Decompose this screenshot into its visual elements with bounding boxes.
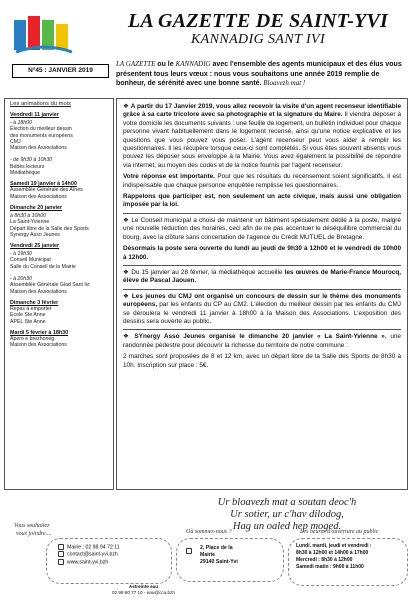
website-link[interactable]: www.saint-yvi.bzh [67, 559, 109, 566]
address-line-1: 2, Place de la [200, 545, 233, 551]
email-icon [58, 551, 64, 557]
hours-line-4: Samedi matin : 9h00 à 11h00 [296, 564, 364, 570]
event-line: - à 18h00 [10, 120, 32, 126]
event-line: Bébés lecteurs [10, 163, 45, 170]
sidebar-title: Les animations du mois [10, 101, 71, 107]
phone-number: Mairie : 02 98 94 72 11 [67, 544, 120, 551]
events-sidebar [4, 98, 114, 490]
event-line: - à 20h30 [10, 276, 32, 283]
hours-line-3: Mercredi : 8h30 à 12h00 [296, 557, 353, 563]
event-line: - à 19h30 [10, 251, 32, 258]
library-text: Du 15 janvier au 28 février, la médiathèque accueille [131, 268, 285, 276]
event-line: Apero e brezhoneg [10, 335, 55, 342]
gazette-name-br: KANNADIG [175, 60, 211, 68]
event-date: Mardi 5 février à 18h30 [10, 329, 69, 336]
event-line: Ecole Ste Anne [10, 312, 46, 319]
event-line: à 8h30 à 10h00 [10, 212, 47, 219]
divider [123, 289, 401, 290]
hours-line-2: 8h30 à 12h00 et 14h00 à 17h00 [296, 550, 369, 556]
hike-lead: SYnergy Asso Jeunes organise le dimanche 20 janvier « La Saint-Yvienne » [134, 333, 385, 341]
hike-paragraph [123, 333, 401, 350]
census-importance-text: Pour que les résultats du recensement soient significatifs, il est indispensable que chaque personne enquêtée remplisse les questionnaires. [123, 173, 401, 189]
diamond-bullet-icon: ❖ [123, 103, 131, 110]
hike-details: 2 marches sont proposées de 8 et 12 km, avec un départ libre de la Salle des Sports de 8h30 à 10h. Inscription sur place : 5€. [123, 353, 401, 369]
phone-icon [58, 544, 64, 550]
event-line: Synergy Asso Jeunes [10, 231, 60, 238]
diamond-bullet-icon: ❖ [123, 333, 135, 341]
event-line: APEL Ste Anne [10, 318, 46, 325]
intro-or: ou le [155, 61, 176, 68]
event-line: Maison des Associations [10, 288, 67, 295]
event-line [10, 270, 108, 274]
event-line: - de 9h30 à 10h30 [10, 157, 53, 164]
water-emergency [112, 584, 175, 595]
location-label: Où sommes-nous ? [186, 529, 232, 535]
cmj-text: par les enfants du CP au CM2. L'élection du meilleur dessin par les enfants du CMJ se déroulera le vendredi 11 janvier à 18h00 à la Maison des Associations. L'exposition des dessins sera ouverte au public. [123, 301, 401, 325]
event-line: La Saint-Yvienne [10, 219, 50, 226]
masthead-subtitle: KANNADIG SANT IVI [190, 32, 326, 47]
cmj-paragraph [123, 293, 401, 327]
water-emergency-contact: 02 98 60 77 10 - eau@cca.bzh [112, 589, 175, 595]
event-date: Dimanche 3 février [10, 299, 59, 306]
diamond-bullet-icon: ❖ [123, 268, 132, 276]
census-lead: A partir du 17 Janvier 2019, vous allez recevoir la visite d'un agent recenseur identifiable grâce à sa carte tricolore avec sa photographie et la signature du Maire. [123, 103, 401, 119]
event-line: des monuments européens [10, 132, 73, 139]
event-line: Élection du meilleur dessin [10, 126, 72, 133]
address-line-3: 29140 Saint-Yvi [200, 559, 238, 565]
event-line: Conseil Municipal [10, 257, 51, 264]
divider [123, 329, 401, 330]
hike-text: , une randonnée pédestre pour découvrir la richesse du territoire de notre commune : [123, 333, 401, 349]
breton-quote [182, 497, 392, 533]
address-text [200, 545, 238, 566]
census-importance-lead: Votre réponse est importante. [123, 173, 215, 181]
event-line [10, 151, 108, 155]
event-date: Samedi 19 janvier à 14h00 [10, 181, 77, 188]
event-line: Assemblée Générale des Aînés [10, 187, 83, 194]
census-paragraph [123, 103, 401, 170]
quote-line: Hag un oaled hep moged. [232, 521, 342, 532]
post-office-paragraph [123, 217, 401, 242]
main-column [116, 98, 408, 490]
email-link[interactable]: contact@saint-yvi.bzh [67, 551, 118, 558]
event-date: Vendredi 25 janvier [10, 243, 60, 250]
census-details: Il viendra déposer à votre domicile les documents suivants : une feuille de logement, un bulletin individuel pour chaque personne vivant habituellement dans le logement recensé, ainsi qu'une notice explicative et les questions que vous pouvez vous poser. L'agent recenseur peut vous aider à remplir les questionnaires. Il les récupère lorsque ceux-ci sont complétés. Si vous êtes souvent absents vous pouvez les déposer sous enveloppe à la Mairie. Vous avez également la possibilité de répondre via internet, au moyen des codes et de la notice fournis par l'agent recenseur. [123, 111, 402, 169]
event-line: Départ libre de la Salle des Sports [10, 225, 89, 232]
census-importance [123, 173, 401, 190]
diamond-bullet-icon: ❖ [123, 216, 132, 224]
event-line: Médiathèque [10, 170, 40, 177]
masthead-title: LA GAZETTE DE SAINT-YVI [127, 10, 389, 32]
breton-wish: Bloavezh mat ! [261, 79, 306, 88]
gazette-name-fr: LA GAZETTE [116, 60, 156, 68]
intro-paragraph [116, 60, 406, 89]
diamond-bullet-icon: ❖ [123, 292, 132, 300]
cmj-lead: Les jeunes du CMJ ont organisé un concours de dessin sur le thème des monuments européens, [123, 292, 401, 309]
quote-line: Ur sotier, ur c'hav dilodog, [230, 509, 344, 520]
issue-number: N°45 : JANVIER 2019 [12, 64, 109, 78]
event-line: Maison des Associations [10, 342, 67, 349]
event-line: Salle du Conseil de la Mairie [10, 263, 76, 270]
intro-text: avec l'ensemble des agents municipaux et des élus vous présentent tous leurs vœux : nous vous souhaitons une année 2019 remplie de bonheur, de sérénité avec une bonne santé. [116, 61, 402, 88]
address-block [186, 548, 195, 555]
event-line: Assemblée Générale Glad Sant Ivi [10, 282, 90, 289]
web-icon [58, 559, 64, 565]
event-line: Repas à emporter [10, 305, 52, 312]
event-date: Vendredi 11 janvier [10, 112, 59, 118]
events-list [10, 112, 108, 348]
event-line: Maison des Associations [10, 193, 67, 200]
logo [12, 12, 76, 60]
event-line: CMJ [10, 138, 21, 145]
post-office-text: Le Conseil municipal a choisi de maintenir un bâtiment spécialement dédié à la poste, malgré une nouvelle réduction des horaires, ceci afin de ne pas accentuer le déséquilibre commercial du bourg, avec la clôture sans concertation de l'agence du Crédit MUTUEL de Bretagne. [123, 216, 401, 241]
contact-details [58, 544, 120, 566]
water-emergency-label: Astreinte eau [128, 584, 158, 589]
divider [123, 213, 401, 214]
quote-line: Ur bloavezh mat a soutan deoc'h [217, 497, 357, 508]
event-date: Dimanche 20 janvier [10, 204, 63, 211]
post-office-hours: Désormais la poste sera ouverte du lundi au jeudi de 9h30 à 12h00 et le vendredi de 10h00 à 12h00. [123, 245, 401, 261]
contact-label: Vous souhaitez [14, 523, 50, 529]
event-line: Maison des Associations [10, 145, 67, 152]
home-icon [186, 548, 192, 554]
hours-label: Les heures d'ouverture au public [300, 529, 379, 535]
divider [123, 265, 401, 266]
library-paragraph [123, 269, 401, 286]
contact-label-2: vous joindre.... [16, 531, 52, 537]
opening-hours [296, 543, 372, 571]
library-artist: les œuvres de Marie-France Mourocq, élève de Pascal Jaouen. [123, 268, 401, 285]
address-line-2: Mairie [200, 552, 215, 558]
hours-line-1: Lundi, mardi, jeudi et vendredi : [296, 543, 372, 549]
census-obligation: Rappelons que participer est, non seulement un acte civique, mais aussi une obligation imposée par la loi. [123, 193, 401, 209]
